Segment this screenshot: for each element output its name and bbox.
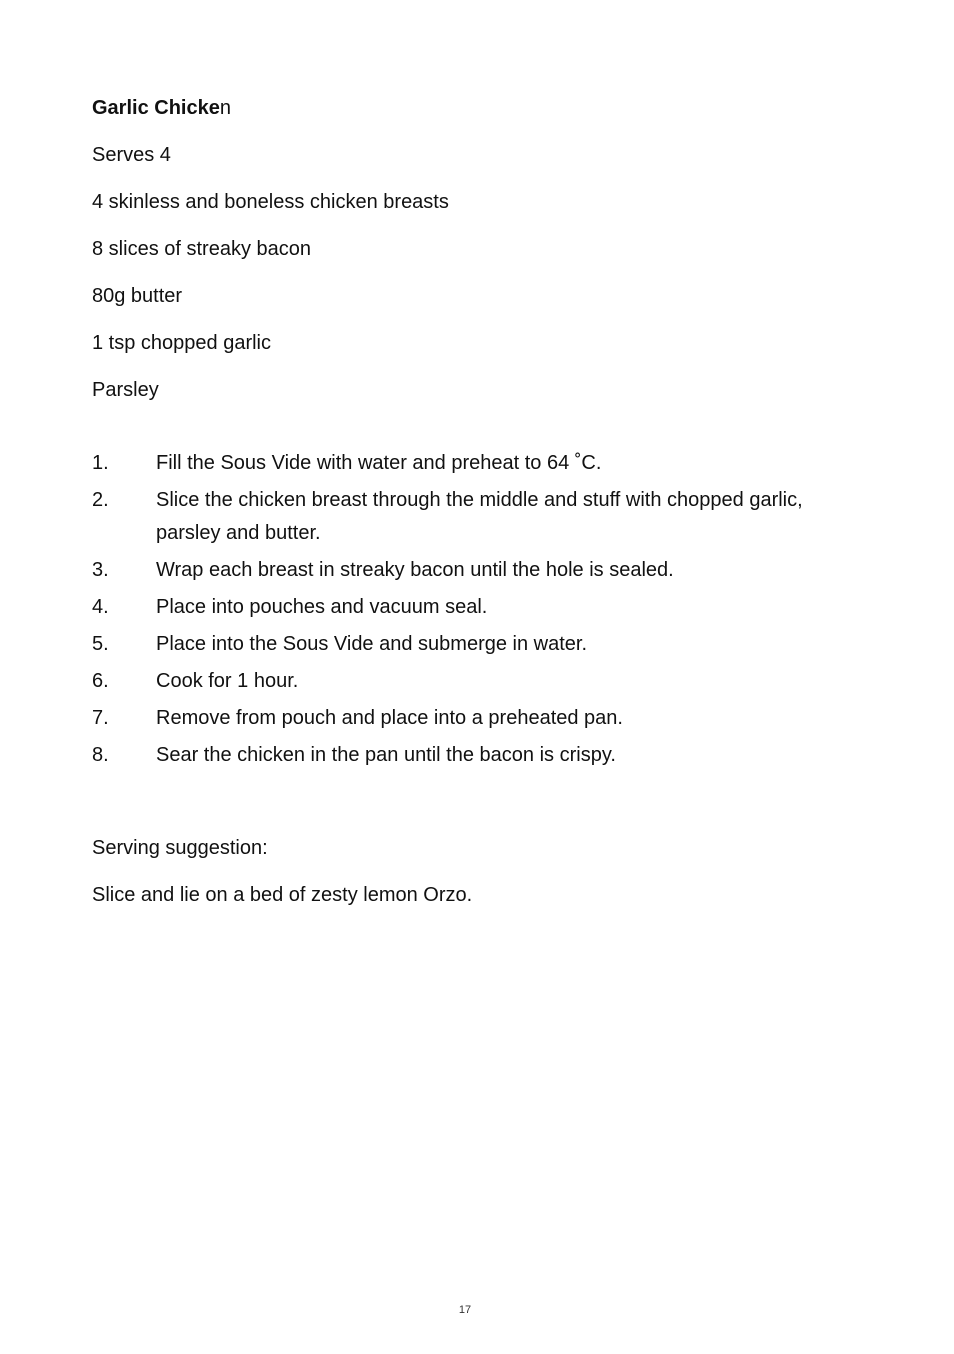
- recipe-content: [92, 95, 872, 929]
- step-number: 8.: [92, 744, 109, 766]
- step-text: Place into the Sous Vide and submerge in water.: [156, 633, 588, 655]
- ingredient-item: 1 tsp chopped garlic: [92, 332, 272, 354]
- page-number: 17: [458, 1304, 472, 1316]
- method-step: [92, 742, 872, 772]
- step-text: Remove from pouch and place into a preheated pan.: [156, 707, 623, 729]
- method-step: [92, 450, 872, 480]
- step-text: Place into pouches and vacuum seal.: [156, 596, 488, 618]
- step-number: 3.: [92, 559, 109, 581]
- step-text: Wrap each breast in streaky bacon until the hole is sealed.: [156, 559, 674, 581]
- method-step: [92, 705, 872, 735]
- recipe-title-bold: Garlic Chicke: [92, 97, 220, 119]
- step-text: Sear the chicken in the pan until the bacon is crispy.: [156, 744, 616, 766]
- ingredient-item: 8 slices of streaky bacon: [92, 238, 311, 260]
- ingredient-list: [92, 189, 872, 403]
- step-number: 2.: [92, 489, 109, 511]
- method-step: [92, 557, 872, 587]
- method-steps: [92, 450, 872, 772]
- ingredient-item: Parsley: [92, 379, 159, 401]
- step-number: 4.: [92, 596, 109, 618]
- step-text: Fill the Sous Vide with water and preheat to 64 ˚C.: [156, 452, 602, 474]
- step-number: 1.: [92, 452, 109, 474]
- method-step: [92, 594, 872, 624]
- ingredient-item: 4 skinless and boneless chicken breasts: [92, 191, 449, 213]
- ingredient-item: 80g butter: [92, 285, 183, 307]
- serving-suggestion-text: Slice and lie on a bed of zesty lemon Orzo.: [92, 884, 473, 906]
- recipe-title-rest: n: [219, 97, 231, 119]
- step-text: Slice the chicken breast through the middle and stuff with chopped garlic, parsley and butter.: [156, 489, 803, 544]
- serving-suggestion-label: Serving suggestion:: [92, 837, 268, 859]
- serves-text: Serves 4: [92, 144, 171, 166]
- method-step: [92, 668, 872, 698]
- step-text: Cook for 1 hour.: [156, 670, 299, 692]
- recipe-title: [92, 95, 872, 121]
- method-step: [92, 487, 872, 550]
- step-number: 6.: [92, 670, 109, 692]
- method-step: [92, 631, 872, 661]
- step-number: 7.: [92, 707, 109, 729]
- step-number: 5.: [92, 633, 109, 655]
